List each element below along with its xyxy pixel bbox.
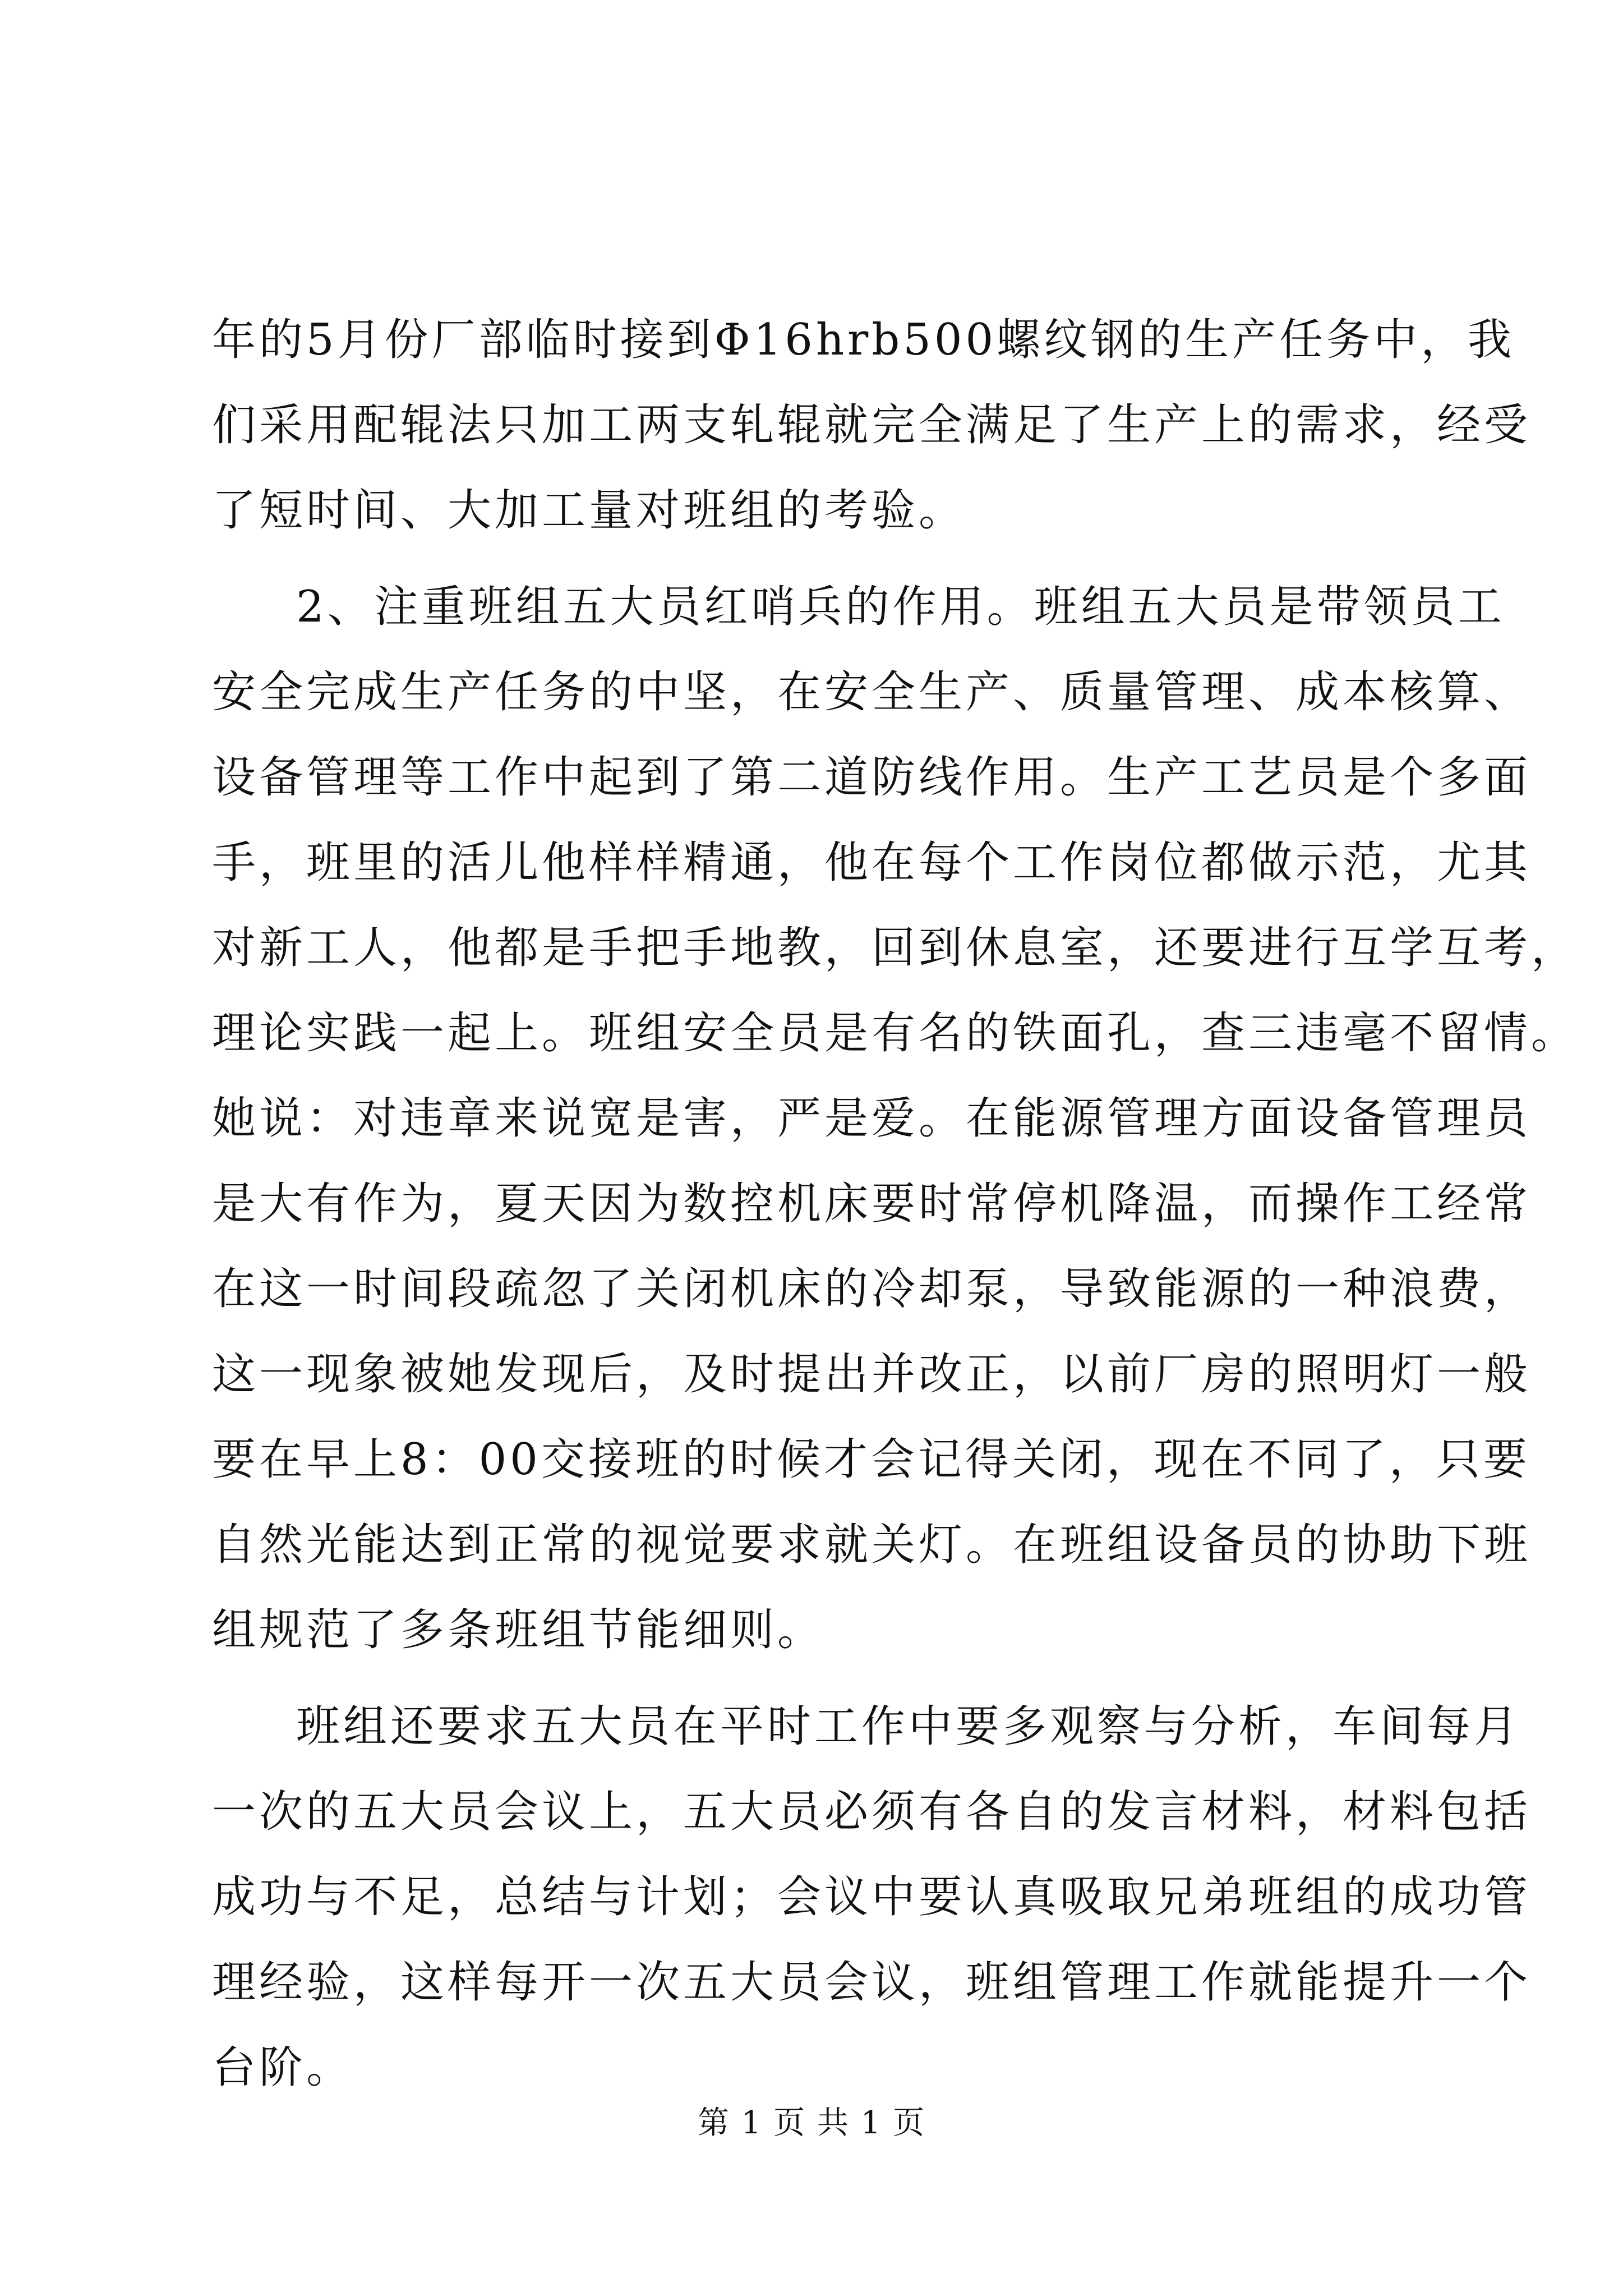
document-body [212, 297, 1579, 2110]
text-line: 设备管理等工作中起到了第二道防线作用。生产工艺员是个多面 [212, 752, 1532, 803]
text-line: 理论实践一起上。班组安全员是有名的铁面孔，查三违毫不留情。 [212, 1008, 1579, 1059]
paragraph-1 [212, 297, 1532, 553]
text-line: 组规范了多条班组节能细则。 [212, 1605, 825, 1655]
page-footer [0, 2101, 1623, 2146]
text-line: 一次的五大员会议上，五大员必须有各自的发言材料，材料包括 [212, 1787, 1532, 1837]
text-line: 在这一时间段疏忽了关闭机床的冷却泵，导致能源的一种浪费， [212, 1264, 1532, 1314]
paragraph-2 [212, 564, 1579, 1673]
text-line: 了短时间、大加工量对班组的考验。 [212, 485, 966, 536]
text-line: 2、注重班组五大员红哨兵的作用。班组五大员是带领员工 [296, 582, 1505, 632]
text-line: 成功与不足，总结与计划；会议中要认真吸取兄弟班组的成功管 [212, 1872, 1532, 1922]
text-line: 理经验，这样每开一次五大员会议，班组管理工作就能提升一个 [212, 1957, 1532, 2008]
text-line: 们采用配辊法只加工两支轧辊就完全满足了生产上的需求，经受 [212, 400, 1532, 450]
text-line: 她说：对违章来说宽是害，严是爱。在能源管理方面设备管理员 [212, 1093, 1532, 1144]
page-number-label: 第 1 页 共 1 页 [697, 2105, 926, 2141]
text-line: 班组还要求五大员在平时工作中要多观察与分析，车间每月 [296, 1701, 1521, 1752]
text-line: 安全完成生产任务的中坚，在安全生产、质量管理、成本核算、 [212, 667, 1532, 717]
text-line: 是大有作为，夏天因为数控机床要时常停机降温，而操作工经常 [212, 1179, 1532, 1229]
text-line: 年的5月份厂部临时接到Φ16hrb500螺纹钢的生产任务中，我 [212, 315, 1515, 365]
text-line: 要在早上8：00交接班的时候才会记得关闭，现在不同了，只要 [212, 1434, 1530, 1485]
text-line: 这一现象被她发现后，及时提出并改正，以前厂房的照明灯一般 [212, 1349, 1532, 1400]
text-line: 手，班里的活儿他样样精通，他在每个工作岗位都做示范，尤其 [212, 838, 1532, 888]
text-line: 对新工人，他都是手把手地教，回到休息室，还要进行互学互考， [212, 923, 1579, 973]
text-line: 自然光能达到正常的视觉要求就关灯。在班组设备员的协助下班 [212, 1520, 1532, 1570]
text-line: 台阶。 [212, 2042, 354, 2093]
paragraph-3 [212, 1684, 1532, 2110]
